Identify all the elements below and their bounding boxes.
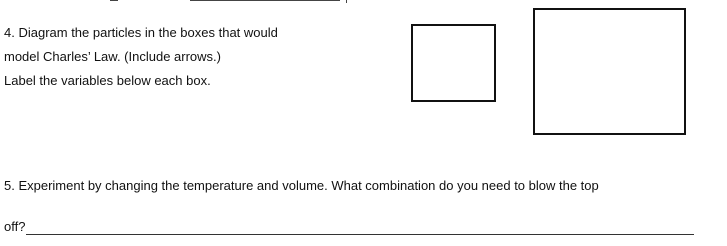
question-4-line-1: 4. Diagram the particles in the boxes that would: [4, 25, 278, 40]
question-5-text: 5. Experiment by changing the temperature and volume. What combination do you need to blow the top: [4, 178, 599, 193]
top-partial-rule-left: [110, 0, 118, 1]
large-particle-box[interactable]: [533, 8, 686, 135]
top-partial-tick: [346, 0, 347, 3]
question-4-line-3: Label the variables below each box.: [4, 73, 211, 88]
answer-blank-line[interactable]: [26, 222, 694, 235]
small-particle-box[interactable]: [411, 24, 496, 102]
question-5-answer-row: [4, 219, 694, 235]
question-4-line-2: model Charles’ Law. (Include arrows.): [4, 49, 221, 64]
question-5-continuation: off?: [4, 219, 26, 234]
top-partial-rule: [190, 0, 340, 1]
